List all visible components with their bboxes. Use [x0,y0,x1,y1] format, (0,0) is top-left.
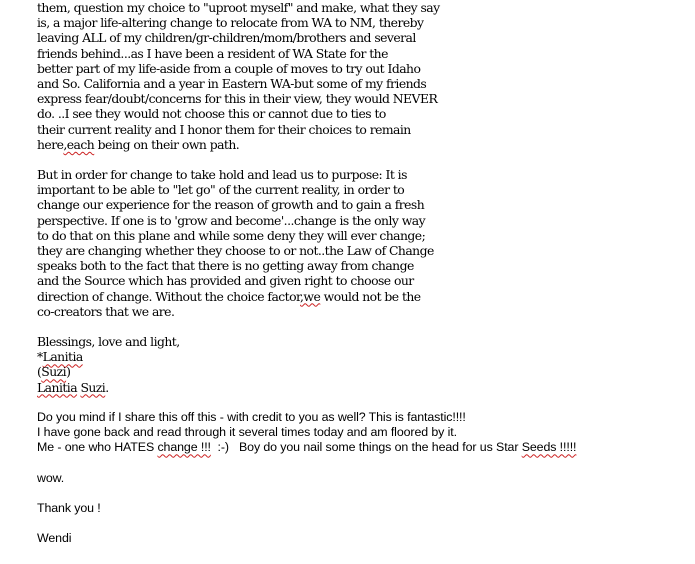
misspelled-word: Seeds !!!!! [521,440,577,455]
text-line: change our experience for the reason of growth and to gain a fresh [37,197,425,213]
text-line: But in order for change to take hold and lead us to purpose: It is [37,167,407,183]
text-fragment: Me - one who HATES [37,440,158,455]
signoff-line: Blessings, love and light, [37,334,180,350]
text-line: do. ..I see they would not choose this or cannot due to ties to [37,106,386,122]
text-line: better part of my life-aside from a couple of moves to try out Idaho [37,60,421,76]
text-line: them, question my choice to "uproot myself" and make, what they say [37,0,440,15]
text-line: their current reality and I honor them for their choices to remain [37,121,411,137]
misspelled-word: ,each [63,136,95,152]
text-fragment: ) [66,364,71,380]
quoted-paragraph-2 [37,167,687,319]
quoted-message [37,0,687,395]
misspelled-word: Lanitia [42,349,83,365]
text-line: to do that on this plane and while some deny they will ever change; [37,227,426,243]
text-line: important to be able to "let go" of the current reality, in order to [37,182,405,198]
text-line: I have gone back and read through it several times today and am floored by it. [37,425,457,440]
text-line: express fear/doubt/concerns for this in their view, they would NEVER [37,91,438,107]
text-fragment: being on their own path. [94,136,240,152]
signature-nickname-line [37,364,687,379]
text-line: leaving ALL of my children/gr-children/mom/brothers and several [37,30,416,46]
text-line: friends behind...as I have been a resident of WA State for the [37,45,388,61]
text-line: and So. California and a year in Eastern WA-but some of my friends [37,76,427,92]
misspelled-word: Suzi [80,379,106,395]
reply-message [37,410,687,547]
text-line: co-creators that we are. [37,303,175,319]
text-fragment: would not be the [320,288,421,304]
text-fragment: * [37,349,43,365]
misspelled-word: change !!! [157,440,211,455]
text-fragment: here [37,136,64,152]
text-line [37,137,687,152]
misspelled-word: ,we [300,288,321,304]
quoted-paragraph-1 [37,0,687,152]
text-fragment: :-) Boy do you nail some things on the head for us Star [210,440,522,455]
text-line [37,440,687,455]
text-line: Do you mind if I share this off this - with credit to you as well? This is fantastic!!!! [37,409,466,424]
text-line: Thank you ! [37,501,101,516]
text-fragment: . [105,379,109,395]
signature-name-line [37,349,687,364]
text-line [37,289,687,304]
text-line: is, a major life-altering change to relocate from WA to NM, thereby [37,15,424,31]
text-line: wow. [37,470,65,485]
text-line: perspective. If one is to 'grow and become'...change is the only way [37,212,426,228]
signature-full-line [37,380,687,395]
sender-name: Wendi [37,531,72,546]
text-line: speaks both to the fact that there is no getting away from change [37,258,414,274]
email-body [37,0,687,547]
text-line: and the Source which has provided and given right to choose our [37,273,414,289]
misspelled-word: Lanitia [37,379,78,395]
quoted-signature [37,334,687,395]
text-fragment: ( [37,364,42,380]
text-line: they are changing whether they choose to or not..the Law of Change [37,243,434,259]
misspelled-word: Suzi [41,364,67,380]
text-fragment: direction of change. Without the choice factor [37,288,301,304]
